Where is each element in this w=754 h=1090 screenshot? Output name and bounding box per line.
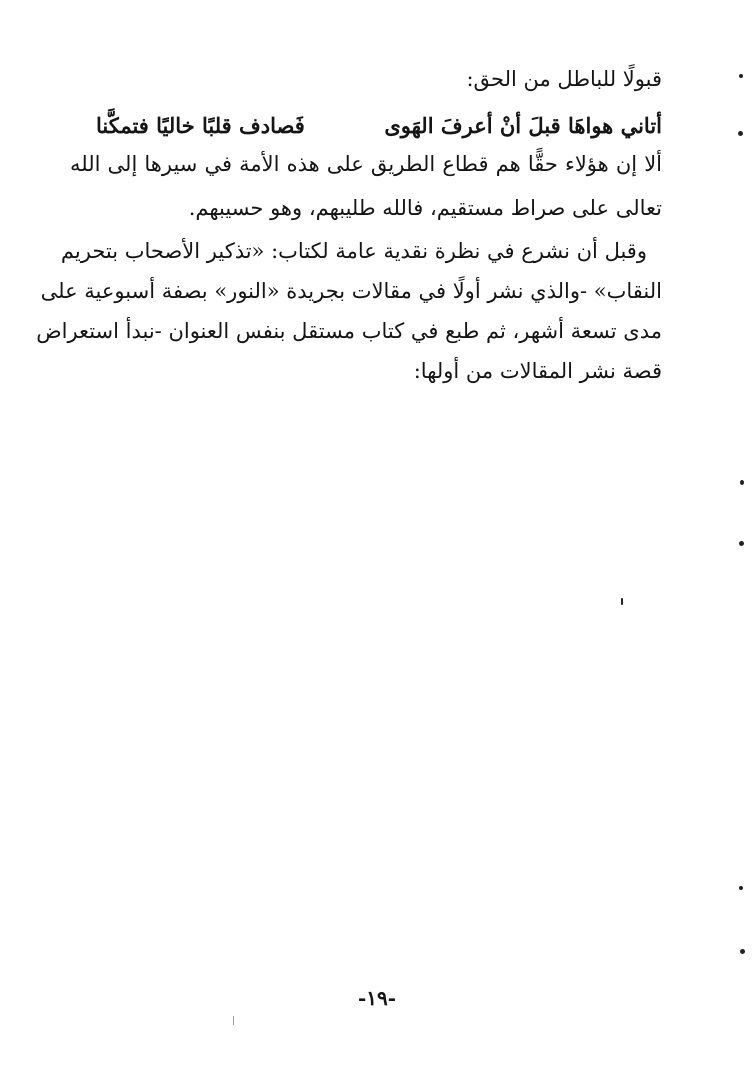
poem-verse-first-hemistich: أتاني هواهَا قبلَ أنْ أعرفَ الهَوى [384, 113, 662, 138]
scan-speck [621, 598, 623, 605]
scan-speck [739, 74, 743, 78]
page-number: -١٩- [357, 986, 397, 1010]
scan-speck [740, 480, 744, 485]
text-line-1: قبولًا للباطل من الحق: [466, 67, 662, 91]
text-line-3: ألا إن هؤلاء حقًّا هم قطاع الطريق على هذه الأمة في سيرها إلى الله [70, 152, 662, 176]
poem-verse-second-hemistich: فَصادف قلبًا خاليًا فتمكَّنا [96, 113, 305, 138]
text-line-7: مدى تسعة أشهر، ثم طبع في كتاب مستقل بنفس العنوان -نبدأ استعراض [36, 319, 662, 343]
scan-speck [740, 949, 745, 954]
text-line-4: تعالى على صراط مستقيم، فالله طليبهم، وهو حسيبهم. [188, 196, 662, 220]
scan-speck [739, 886, 743, 890]
text-line-8: قصة نشر المقالات من أولها: [413, 359, 662, 383]
scan-speck [739, 541, 744, 546]
text-line-6: النقاب» -والذي نشر أولًا في مقالات بجريدة «النور» بصفة أسبوعية على [40, 279, 662, 303]
scan-speck [738, 131, 743, 136]
text-line-5: وقبل أن نشرع في نظرة نقدية عامة لكتاب: «تذكير الأصحاب بتحريم [60, 239, 647, 263]
scan-speck [233, 1016, 234, 1025]
